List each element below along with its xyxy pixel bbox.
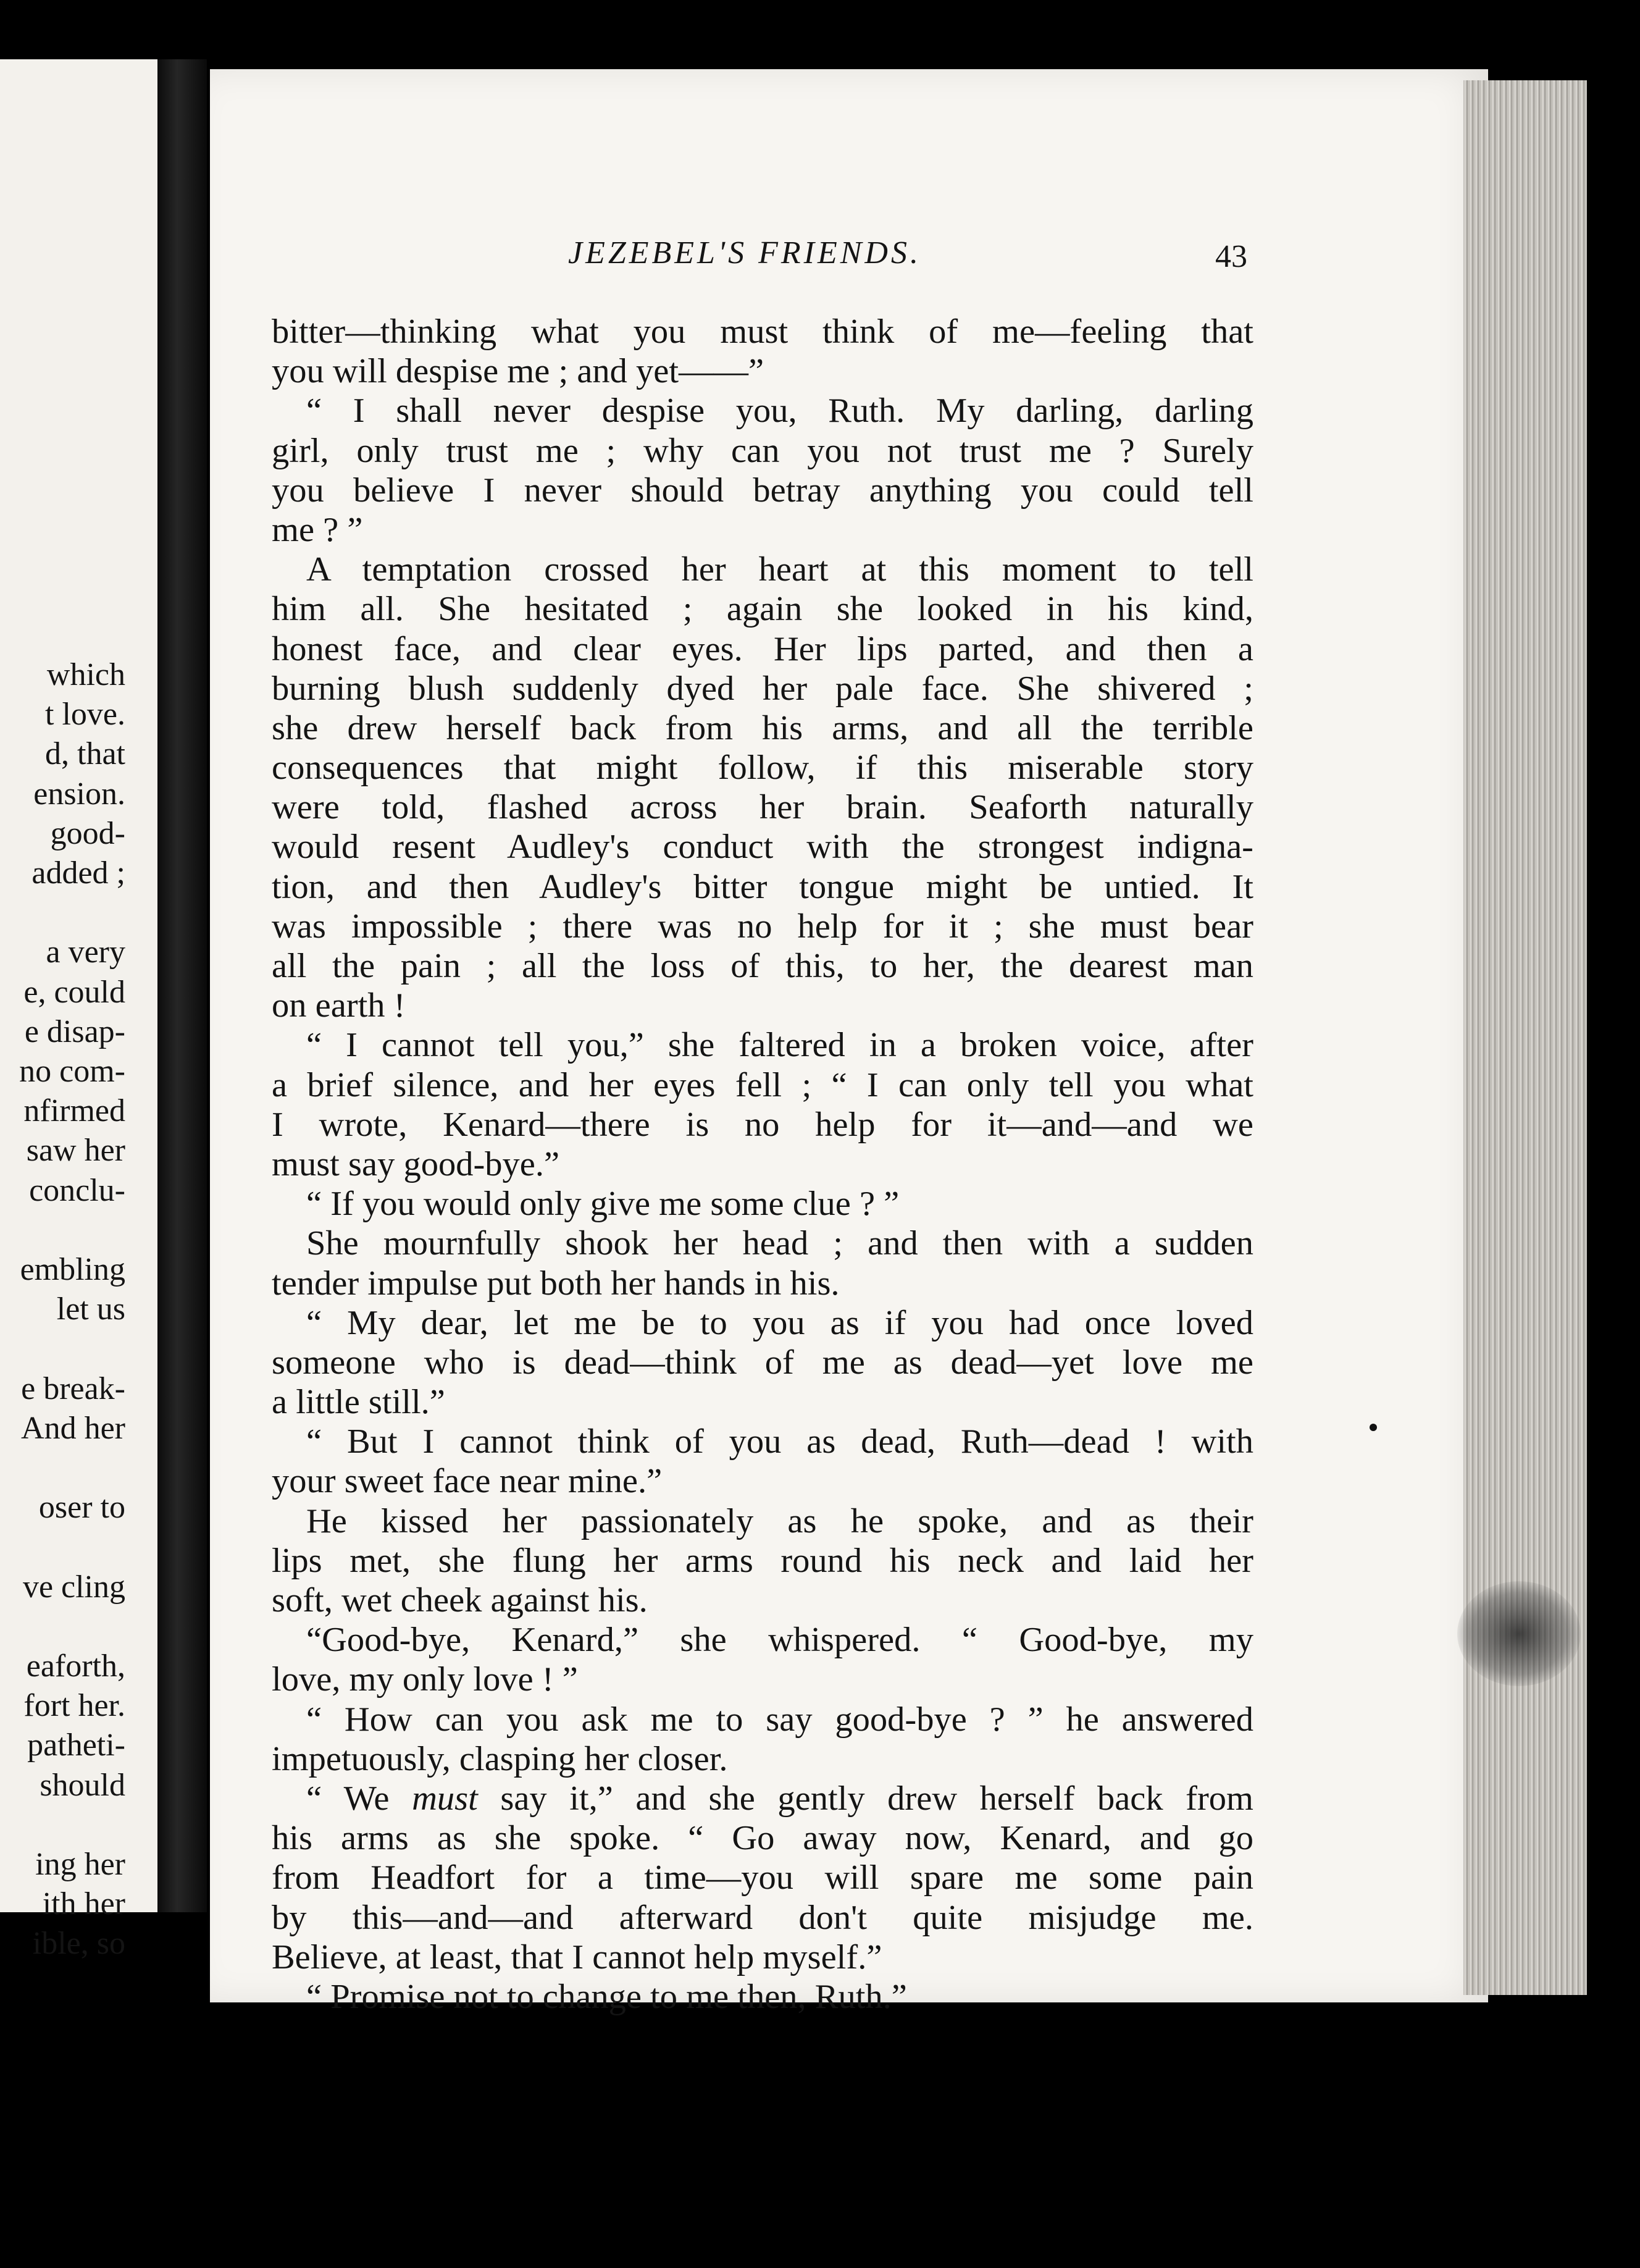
text-line: “ If you would only give me some clue ? ” (306, 1185, 900, 1224)
text-line: honest face, and clear eyes. Her lips parted, and then a (272, 629, 1253, 668)
text-line: “ I shall never despise you, Ruth. My darling, darling (306, 392, 1253, 430)
left-page-fragment: which (46, 657, 125, 692)
ink-smudge (1457, 1581, 1581, 1686)
left-page-fragment: e disap- (24, 1014, 125, 1049)
text-span: “ We (306, 1779, 412, 1818)
left-page-fragment: added ; (31, 855, 125, 891)
text-span: say it,” and she gently drew herself back from (477, 1779, 1253, 1818)
text-line: A temptation crossed her heart at this moment to tell (306, 550, 1253, 589)
text-line: tion, and then Audley's bitter tongue might be untied. It (272, 867, 1253, 906)
text-line: Believe, at least, that I cannot help myself.” (272, 1938, 882, 1976)
left-page-fragment: e, could (23, 974, 125, 1010)
text-line: impetuously, clasping her closer. (272, 1739, 728, 1778)
text-line: soft, wet cheek against his. (272, 1581, 648, 1619)
left-page-fragment: no com- (19, 1054, 125, 1089)
text-line: a little still.” (272, 1383, 445, 1422)
text-line: “ I cannot tell you,” she faltered in a broken voice, after (306, 1026, 1253, 1065)
left-page-fragment: saw her (26, 1133, 125, 1169)
text-line: a brief silence, and her eyes fell ; “ I can only tell you what (272, 1065, 1253, 1104)
left-page-fragment: ible, so (32, 1926, 125, 1962)
text-line: were told, flashed across her brain. Seaforth naturally (272, 788, 1253, 827)
page-number: 43 (1215, 239, 1247, 274)
left-page-fragment: e break- (21, 1371, 125, 1406)
left-page-fragment: good- (50, 815, 125, 851)
text-line: your sweet face near mine.” (272, 1462, 663, 1501)
left-page-fragment: d, that (45, 736, 125, 772)
left-page-fragment: oser to (38, 1490, 125, 1526)
left-page-fragment: t love. (45, 697, 125, 733)
page-edges (1463, 80, 1587, 1995)
text-line: you believe I never should betray anything you could tell (272, 471, 1253, 510)
left-page-fragment: ension. (33, 776, 125, 812)
text-line: “ My dear, let me be to you as if you had once loved (306, 1303, 1253, 1342)
running-head (272, 235, 1247, 284)
text-line: someone who is dead—think of me as dead—yet love me (272, 1343, 1253, 1382)
left-page-fragment: And her (21, 1410, 125, 1446)
text-line: on earth ! (272, 986, 406, 1025)
text-line: his arms as she spoke. “ Go away now, Kenard, and go (272, 1819, 1253, 1858)
running-title: JEZEBEL'S FRIENDS. (568, 235, 921, 271)
text-line: from Headfort for a time—you will spare me some pain (272, 1858, 1253, 1897)
emphasis: must (412, 1779, 478, 1818)
text-line: She mournfully shook her head ; and then with a sudden (306, 1224, 1253, 1263)
text-line: girl, only trust me ; why can you not trust me ? Surely (272, 431, 1253, 470)
text-line: bitter—thinking what you must think of me—feeling that (272, 313, 1253, 351)
left-page-fragment: ve cling (22, 1569, 125, 1605)
left-page-fragment: conclu- (29, 1172, 125, 1208)
left-page-fragment: ith her (42, 1886, 125, 1922)
left-page-fragment: nfirmed (23, 1093, 125, 1129)
text-line: “ How can you ask me to say good-bye ? ” he answered (306, 1700, 1253, 1739)
left-page-fragment: fort her. (23, 1688, 125, 1724)
text-line: would resent Audley's conduct with the strongest indigna- (272, 828, 1253, 867)
left-page-fragment: should (40, 1767, 125, 1803)
text-line: me ? ” (272, 510, 363, 549)
left-page-fragment: eaforth, (26, 1648, 125, 1684)
text-line: “ Promise not to change to me then, Ruth.” (306, 1977, 907, 2016)
text-line: by this—and—and afterward don't quite misjudge me. (272, 1898, 1253, 1937)
text-line: love, my only love ! ” (272, 1660, 578, 1699)
text-line: him all. She hesitated ; again she looked in his kind, (272, 590, 1253, 629)
text-line: burning blush suddenly dyed her pale face. She shivered ; (272, 669, 1253, 708)
text-line: must say good-bye.” (272, 1144, 560, 1183)
left-page-fragment: ing her (35, 1847, 125, 1882)
left-page (0, 59, 157, 1962)
left-page-fragment: embling (20, 1252, 125, 1287)
text-line: lips met, she flung her arms round his neck and laid her (272, 1541, 1253, 1580)
text-line: consequences that might follow, if this miserable story (272, 749, 1253, 788)
left-page-fragment: let us (56, 1292, 125, 1327)
text-line (272, 1779, 1253, 1818)
text-line: all the pain ; all the loss of this, to her, the dearest man (272, 947, 1253, 985)
text-line: “Good-bye, Kenard,” she whispered. “ Good-bye, my (306, 1621, 1253, 1660)
text-line: He kissed her passionately as he spoke, and as their (306, 1502, 1253, 1540)
text-line: “ But I cannot think of you as dead, Ruth—dead ! with (306, 1422, 1253, 1461)
left-page-fragment: a very (46, 934, 125, 970)
book-spine (157, 59, 207, 1912)
text-line: was impossible ; there was no help for it ; she must bear (272, 907, 1253, 946)
text-line: you will despise me ; and yet——” (272, 352, 764, 391)
text-line: she drew herself back from his arms, and all the terrible (272, 708, 1253, 747)
text-line: tender impulse put both her hands in his. (272, 1264, 840, 1303)
left-page-fragment: patheti- (27, 1728, 125, 1763)
text-line: I wrote, Kenard—there is no help for it—and—and we (272, 1105, 1253, 1144)
ink-spot (1370, 1424, 1377, 1431)
body-text (272, 312, 1253, 2017)
